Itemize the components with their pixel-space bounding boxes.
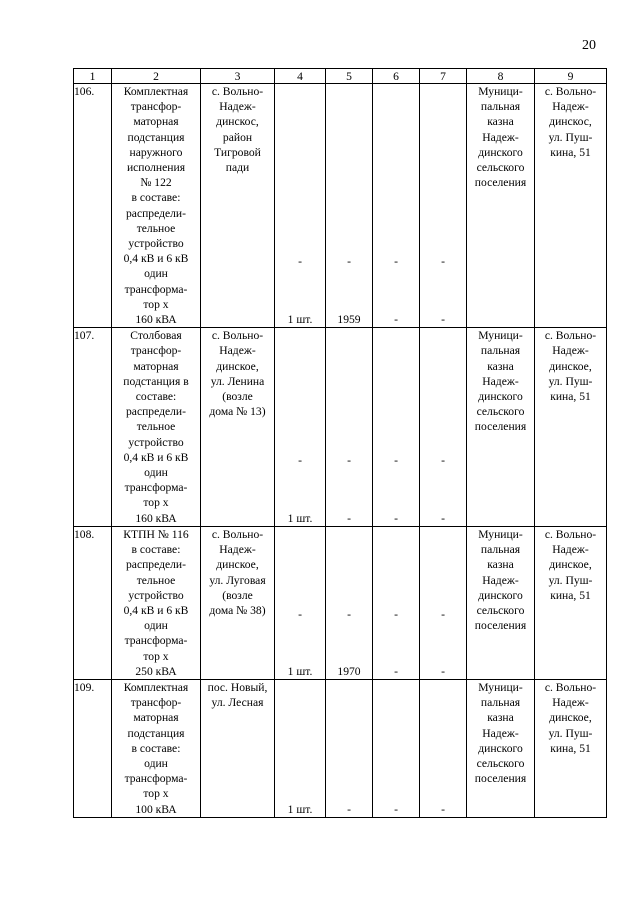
object-name-line: подстанция bbox=[127, 726, 185, 740]
holder-address-line: ул. Пуш- bbox=[548, 130, 593, 144]
object-name-line: Комплектная bbox=[123, 680, 189, 694]
year-value: - bbox=[347, 511, 351, 525]
quantity-value: 1 шт. bbox=[287, 802, 313, 816]
holder-address bbox=[535, 84, 607, 328]
object-name-line: в составе: bbox=[131, 741, 181, 755]
column-header: 2 bbox=[112, 69, 201, 84]
holder-address-line: ул. Пуш- bbox=[548, 573, 593, 587]
object-name-line: тор х bbox=[143, 496, 169, 510]
page-number: 20 bbox=[582, 38, 596, 53]
holder-address-line: ул. Пуш- bbox=[548, 726, 593, 740]
column-header: 5 bbox=[326, 69, 373, 84]
column-header: 9 bbox=[535, 69, 607, 84]
object-name-line: трансфор- bbox=[130, 344, 182, 358]
quantity-value: 1 шт. bbox=[287, 313, 313, 327]
holder-address-line: с. Вольно- bbox=[544, 85, 597, 98]
property-registry-table bbox=[73, 68, 607, 818]
object-address-line: динское, bbox=[216, 359, 259, 373]
header-row bbox=[74, 69, 607, 84]
column7-value: - bbox=[441, 511, 445, 525]
object-name-line: тор х bbox=[143, 787, 169, 801]
object-name-line: тор х bbox=[143, 297, 169, 311]
object-address-line: с. Вольно- bbox=[211, 85, 264, 98]
column6-value: - bbox=[394, 313, 398, 327]
owner-line: Муници- bbox=[478, 85, 523, 98]
owner-line: Муници- bbox=[478, 527, 523, 541]
object-name-line: тельное bbox=[136, 221, 176, 235]
dash-mark: - bbox=[347, 454, 351, 468]
year-value: 1959 bbox=[337, 313, 361, 327]
object-name-line: 250 кВА bbox=[135, 664, 177, 678]
object-name bbox=[112, 526, 201, 679]
object-name-line: тельное bbox=[136, 573, 176, 587]
object-name-line: 100 кВА bbox=[135, 802, 177, 816]
holder-address-line: динское, bbox=[549, 558, 592, 572]
object-name-line: трансформа- bbox=[124, 634, 188, 648]
owner-line: Надеж- bbox=[482, 726, 519, 740]
object-name-line: 0,4 кВ и 6 кВ bbox=[123, 450, 189, 464]
data-cell bbox=[373, 679, 420, 817]
owner-line: сельского bbox=[476, 405, 525, 419]
object-name-line: распредели- bbox=[126, 206, 186, 220]
object-name-line: распредели- bbox=[126, 405, 186, 419]
holder-address-line: динское, bbox=[549, 359, 592, 373]
column-header: 7 bbox=[420, 69, 467, 84]
holder-address-line: с. Вольно- bbox=[544, 329, 597, 343]
object-name-line: Столбовая bbox=[130, 329, 182, 343]
dash-mark: - bbox=[347, 607, 351, 621]
object-name-line: устройство bbox=[128, 435, 184, 449]
column-header: 8 bbox=[467, 69, 535, 84]
object-name-line: КТПН № 116 bbox=[123, 527, 189, 541]
column7-value: - bbox=[441, 802, 445, 816]
holder-address bbox=[535, 679, 607, 817]
owner-line: Надеж- bbox=[482, 130, 519, 144]
year-value: 1970 bbox=[337, 664, 361, 678]
object-name-line: один bbox=[144, 756, 168, 770]
holder-address-line: кина, 51 bbox=[550, 145, 591, 159]
object-name-line: 0,4 кВ и 6 кВ bbox=[123, 603, 189, 617]
owner-line: сельского bbox=[476, 756, 525, 770]
object-address-line: с. Вольно- bbox=[211, 329, 264, 343]
table-row bbox=[74, 526, 607, 679]
object-address-line: дома № 13) bbox=[209, 405, 266, 419]
owner-line: динского bbox=[478, 741, 523, 755]
data-cell bbox=[275, 84, 326, 328]
object-name-line: трансфор- bbox=[130, 696, 182, 710]
object-name-line: один bbox=[144, 466, 168, 480]
owner-line: динского bbox=[478, 145, 523, 159]
object-name-line: распредели- bbox=[126, 558, 186, 572]
object-address-line: ул. Ленина bbox=[210, 374, 265, 388]
object-name-line: трансформа- bbox=[124, 481, 188, 495]
holder-address-line: динское, bbox=[549, 711, 592, 725]
dash-mark: - bbox=[394, 607, 398, 621]
data-cell bbox=[373, 328, 420, 527]
year-value: - bbox=[347, 802, 351, 816]
object-name-line: трансфор- bbox=[130, 100, 182, 114]
data-cell bbox=[275, 328, 326, 527]
object-name-line: составе: bbox=[135, 390, 177, 404]
holder-address-line: ул. Пуш- bbox=[548, 374, 593, 388]
owner-line: казна bbox=[487, 711, 514, 725]
owner-line: поселения bbox=[474, 619, 527, 633]
object-name-line: исполнения bbox=[126, 161, 186, 175]
dash-mark: - bbox=[441, 607, 445, 621]
owner-line: казна bbox=[487, 359, 514, 373]
holder-address-line: кина, 51 bbox=[550, 588, 591, 602]
object-address-line: ул. Лесная bbox=[211, 696, 264, 710]
object-address-line: с. Вольно- bbox=[211, 527, 264, 541]
dash-mark: - bbox=[441, 255, 445, 268]
owner-line: сельского bbox=[476, 161, 525, 175]
owner-line: пальная bbox=[480, 696, 521, 710]
data-cell bbox=[326, 679, 373, 817]
owner-line: поселения bbox=[474, 772, 527, 786]
holder-address-line: с. Вольно- bbox=[544, 680, 597, 694]
object-address-line: Надеж- bbox=[219, 543, 256, 557]
column-header: 1 bbox=[74, 69, 112, 84]
holder-address bbox=[535, 526, 607, 679]
object-name-line: 160 кВА bbox=[135, 511, 177, 525]
column-header: 3 bbox=[201, 69, 275, 84]
object-address-line: динское, bbox=[216, 558, 259, 572]
object-name-line: подстанция в bbox=[123, 374, 189, 388]
owner-line: казна bbox=[487, 558, 514, 572]
dash-mark: - bbox=[394, 255, 398, 268]
dash-mark: - bbox=[347, 255, 351, 268]
owner-line: динского bbox=[478, 390, 523, 404]
holder-address-line: с. Вольно- bbox=[544, 527, 597, 541]
data-cell bbox=[420, 526, 467, 679]
object-name-line: № 122 bbox=[140, 176, 172, 190]
object-address-line: Надеж- bbox=[219, 100, 256, 114]
holder-address-line: Надеж- bbox=[552, 100, 589, 114]
data-cell bbox=[420, 84, 467, 328]
object-name-line: один bbox=[144, 267, 168, 281]
object-name-line: наружного bbox=[129, 145, 183, 159]
object-name-line: трансформа- bbox=[124, 282, 188, 296]
owner-line: Надеж- bbox=[482, 374, 519, 388]
column7-value: - bbox=[441, 664, 445, 678]
object-address bbox=[201, 526, 275, 679]
object-name-line: маторная bbox=[133, 115, 179, 129]
data-cell bbox=[275, 679, 326, 817]
dash-mark: - bbox=[394, 454, 398, 468]
data-cell bbox=[326, 526, 373, 679]
data-cell bbox=[275, 526, 326, 679]
object-address bbox=[201, 679, 275, 817]
owner-line: сельского bbox=[476, 603, 525, 617]
row-number: 108. bbox=[74, 526, 112, 679]
row-number: 109. bbox=[74, 679, 112, 817]
column7-value: - bbox=[441, 313, 445, 327]
quantity-value: 1 шт. bbox=[287, 664, 313, 678]
object-address-line: пос. Новый, bbox=[207, 680, 268, 694]
data-cell bbox=[420, 679, 467, 817]
object-name-line: один bbox=[144, 619, 168, 633]
owner bbox=[467, 84, 535, 328]
object-address-line: дома № 38) bbox=[209, 603, 266, 617]
table-row bbox=[74, 679, 607, 817]
object-name-line: 160 кВА bbox=[135, 313, 177, 327]
object-name-line: маторная bbox=[133, 711, 179, 725]
object-name bbox=[112, 84, 201, 328]
object-name bbox=[112, 328, 201, 527]
owner-line: пальная bbox=[480, 344, 521, 358]
object-address-line: район bbox=[222, 130, 253, 144]
row-number: 107. bbox=[74, 328, 112, 527]
object-address-line: (возле bbox=[222, 588, 253, 602]
object-name-line: устройство bbox=[128, 588, 184, 602]
object-address-line: пади bbox=[225, 161, 250, 175]
owner bbox=[467, 328, 535, 527]
holder-address-line: кина, 51 bbox=[550, 741, 591, 755]
owner-line: динского bbox=[478, 588, 523, 602]
object-address bbox=[201, 84, 275, 328]
owner-line: поселения bbox=[474, 176, 527, 190]
data-cell bbox=[326, 328, 373, 527]
object-name-line: маторная bbox=[133, 359, 179, 373]
holder-address-line: Надеж- bbox=[552, 696, 589, 710]
owner-line: поселения bbox=[474, 420, 527, 434]
row-number: 106. bbox=[74, 84, 112, 328]
holder-address-line: кина, 51 bbox=[550, 390, 591, 404]
column6-value: - bbox=[394, 664, 398, 678]
owner-line: Муници- bbox=[478, 329, 523, 343]
column-header: 6 bbox=[373, 69, 420, 84]
object-name-line: трансформа- bbox=[124, 772, 188, 786]
quantity-value: 1 шт. bbox=[287, 511, 313, 525]
object-name-line: тор х bbox=[143, 649, 169, 663]
object-name bbox=[112, 679, 201, 817]
data-cell bbox=[373, 84, 420, 328]
column-header: 4 bbox=[275, 69, 326, 84]
dash-mark: - bbox=[298, 255, 302, 268]
owner-line: Надеж- bbox=[482, 573, 519, 587]
data-cell bbox=[326, 84, 373, 328]
holder-address-line: Надеж- bbox=[552, 543, 589, 557]
object-name-line: устройство bbox=[128, 237, 184, 251]
object-name-line: Комплектная bbox=[123, 85, 189, 98]
object-address-line: (возле bbox=[222, 390, 253, 404]
owner-line: пальная bbox=[480, 543, 521, 557]
table-row bbox=[74, 328, 607, 527]
column6-value: - bbox=[394, 802, 398, 816]
object-name-line: в составе: bbox=[131, 191, 181, 205]
dash-mark: - bbox=[441, 454, 445, 468]
owner bbox=[467, 679, 535, 817]
column6-value: - bbox=[394, 511, 398, 525]
object-address bbox=[201, 328, 275, 527]
holder-address bbox=[535, 328, 607, 527]
holder-address-line: Надеж- bbox=[552, 344, 589, 358]
data-cell bbox=[420, 328, 467, 527]
owner-line: пальная bbox=[480, 100, 521, 114]
data-cell bbox=[373, 526, 420, 679]
owner-line: Муници- bbox=[478, 680, 523, 694]
owner-line: казна bbox=[487, 115, 514, 129]
owner bbox=[467, 526, 535, 679]
object-name-line: 0,4 кВ и 6 кВ bbox=[123, 252, 189, 266]
object-name-line: тельное bbox=[136, 420, 176, 434]
object-address-line: Тигровой bbox=[214, 145, 261, 159]
object-name-line: в составе: bbox=[131, 543, 181, 557]
dash-mark: - bbox=[298, 454, 302, 468]
table-row bbox=[74, 84, 607, 328]
dash-mark: - bbox=[298, 607, 302, 621]
object-name-line: подстанция bbox=[127, 130, 185, 144]
object-address-line: ул. Луговая bbox=[209, 573, 266, 587]
holder-address-line: динскос, bbox=[549, 115, 592, 129]
object-address-line: динскос, bbox=[216, 115, 259, 129]
object-address-line: Надеж- bbox=[219, 344, 256, 358]
